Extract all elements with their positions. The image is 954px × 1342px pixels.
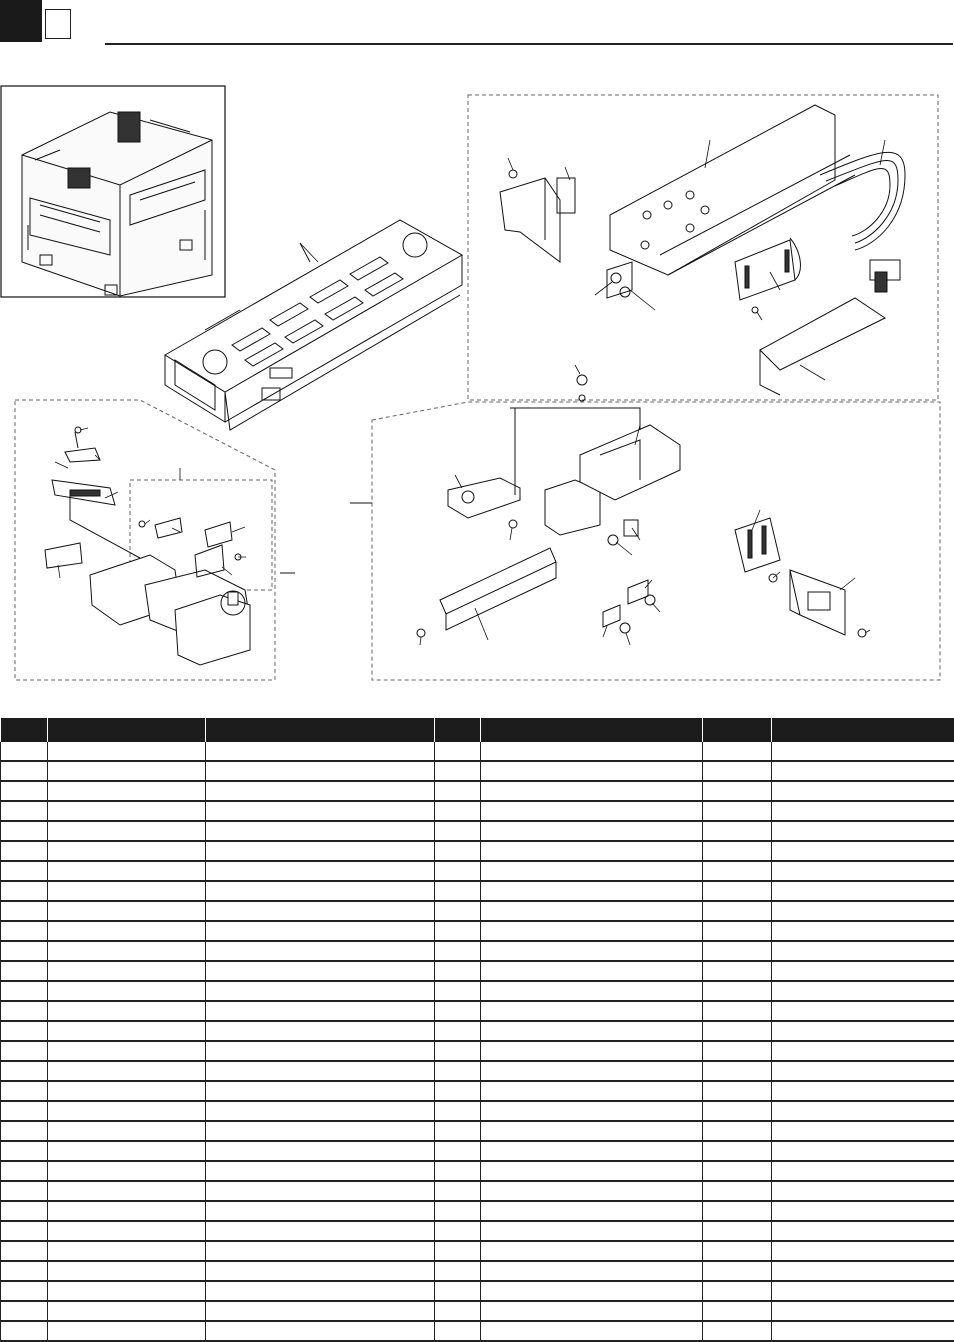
table-cell bbox=[206, 1221, 435, 1241]
table-row bbox=[1, 761, 954, 781]
table-row bbox=[1, 801, 954, 821]
table-row bbox=[1, 1161, 954, 1181]
table-cell bbox=[206, 1121, 435, 1141]
table-cell bbox=[48, 1041, 206, 1061]
table-cell bbox=[1, 1201, 48, 1221]
table-cell bbox=[1, 1081, 48, 1101]
table-cell bbox=[1, 1221, 48, 1241]
table-cell bbox=[481, 961, 703, 981]
table-cell bbox=[435, 1041, 481, 1061]
table-row bbox=[1, 1021, 954, 1041]
table-cell bbox=[206, 1101, 435, 1121]
table-cell bbox=[703, 861, 772, 881]
column-header-no bbox=[1, 718, 48, 742]
table-cell bbox=[48, 941, 206, 961]
table-cell bbox=[48, 961, 206, 981]
table-cell bbox=[48, 1241, 206, 1261]
table-row bbox=[1, 1141, 954, 1161]
table-cell bbox=[435, 1021, 481, 1041]
table-cell bbox=[1, 921, 48, 941]
slider-bracket-group bbox=[372, 375, 940, 680]
table-cell bbox=[206, 1041, 435, 1061]
column-header-remarks bbox=[772, 718, 954, 742]
table-row bbox=[1, 921, 954, 941]
table-cell bbox=[435, 761, 481, 781]
table-cell bbox=[772, 861, 954, 881]
table-cell bbox=[1, 781, 48, 801]
table-cell bbox=[772, 1001, 954, 1021]
table-cell bbox=[772, 961, 954, 981]
column-header-part-number bbox=[48, 718, 206, 742]
table-cell bbox=[772, 1061, 954, 1081]
table-cell bbox=[48, 801, 206, 821]
table-cell bbox=[772, 1221, 954, 1241]
table-cell bbox=[206, 941, 435, 961]
table-cell bbox=[48, 1281, 206, 1301]
table-cell bbox=[703, 742, 772, 761]
table-cell bbox=[48, 1021, 206, 1041]
table-cell bbox=[703, 781, 772, 801]
table-cell bbox=[206, 961, 435, 981]
table-cell bbox=[48, 761, 206, 781]
table-cell bbox=[703, 1201, 772, 1221]
table-cell bbox=[703, 901, 772, 921]
table-cell bbox=[48, 901, 206, 921]
table-cell bbox=[481, 1221, 703, 1241]
column-header-description bbox=[206, 718, 435, 742]
table-row bbox=[1, 841, 954, 861]
table-cell bbox=[206, 801, 435, 821]
table-cell bbox=[206, 921, 435, 941]
table-cell bbox=[435, 1101, 481, 1121]
table-cell bbox=[703, 841, 772, 861]
table-cell bbox=[1, 1121, 48, 1141]
machine-overview-inset bbox=[1, 86, 225, 297]
table-cell bbox=[1, 801, 48, 821]
table-cell bbox=[48, 1301, 206, 1321]
table-cell bbox=[772, 801, 954, 821]
table-cell bbox=[435, 961, 481, 981]
table-cell bbox=[703, 761, 772, 781]
table-cell bbox=[206, 1081, 435, 1101]
column-header-no-2 bbox=[435, 718, 481, 742]
table-cell bbox=[703, 1181, 772, 1201]
table-cell bbox=[1, 1261, 48, 1281]
table-cell bbox=[1, 1141, 48, 1161]
table-cell bbox=[703, 1001, 772, 1021]
table-cell bbox=[206, 881, 435, 901]
table-cell bbox=[481, 781, 703, 801]
table-cell bbox=[435, 1141, 481, 1161]
table-cell bbox=[772, 921, 954, 941]
table-row bbox=[1, 1281, 954, 1301]
table-row bbox=[1, 1061, 954, 1081]
table-cell bbox=[206, 742, 435, 761]
table-cell bbox=[206, 901, 435, 921]
table-cell bbox=[772, 761, 954, 781]
table-cell bbox=[1, 1001, 48, 1021]
table-cell bbox=[772, 1101, 954, 1121]
table-cell bbox=[772, 881, 954, 901]
table-cell bbox=[435, 781, 481, 801]
table-cell bbox=[481, 742, 703, 761]
table-cell bbox=[481, 1321, 703, 1341]
table-cell bbox=[48, 1121, 206, 1141]
table-row bbox=[1, 1001, 954, 1021]
column-header-description-2 bbox=[481, 718, 703, 742]
table-cell bbox=[1, 961, 48, 981]
table-cell bbox=[48, 1141, 206, 1161]
table-cell bbox=[481, 1301, 703, 1321]
table-cell bbox=[1, 1301, 48, 1321]
table-row bbox=[1, 981, 954, 1001]
table-cell bbox=[435, 1221, 481, 1241]
table-cell bbox=[435, 941, 481, 961]
table-cell bbox=[481, 941, 703, 961]
table-cell bbox=[48, 1161, 206, 1181]
table-cell bbox=[206, 861, 435, 881]
table-row bbox=[1, 1121, 954, 1141]
table-cell bbox=[206, 761, 435, 781]
table-cell bbox=[48, 1201, 206, 1221]
table-cell bbox=[703, 1041, 772, 1061]
table-cell bbox=[48, 1181, 206, 1201]
table-cell bbox=[435, 1181, 481, 1201]
table-cell bbox=[435, 742, 481, 761]
table-cell bbox=[435, 921, 481, 941]
table-cell bbox=[703, 821, 772, 841]
table-cell bbox=[435, 901, 481, 921]
table-cell bbox=[772, 1201, 954, 1221]
table-cell bbox=[772, 1141, 954, 1161]
parts-table-body bbox=[1, 742, 954, 1341]
table-cell bbox=[703, 1121, 772, 1141]
table-cell bbox=[772, 1281, 954, 1301]
table-cell bbox=[435, 821, 481, 841]
table-cell bbox=[1, 1041, 48, 1061]
table-cell bbox=[435, 841, 481, 861]
table-cell bbox=[206, 1261, 435, 1281]
table-row bbox=[1, 881, 954, 901]
table-cell bbox=[435, 801, 481, 821]
table-cell bbox=[48, 881, 206, 901]
table-cell bbox=[772, 742, 954, 761]
table-cell bbox=[481, 1141, 703, 1161]
table-cell bbox=[703, 801, 772, 821]
table-cell bbox=[435, 1201, 481, 1221]
table-cell bbox=[481, 1161, 703, 1181]
table-cell bbox=[1, 821, 48, 841]
table-cell bbox=[1, 861, 48, 881]
table-cell bbox=[435, 1241, 481, 1261]
table-cell bbox=[481, 1021, 703, 1041]
table-cell bbox=[206, 1321, 435, 1341]
table-cell bbox=[772, 1081, 954, 1101]
table-cell bbox=[48, 841, 206, 861]
table-cell bbox=[435, 861, 481, 881]
table-cell bbox=[703, 1221, 772, 1241]
table-cell bbox=[481, 1001, 703, 1021]
table-cell bbox=[703, 1301, 772, 1321]
table-cell bbox=[206, 841, 435, 861]
table-row bbox=[1, 901, 954, 921]
table-cell bbox=[703, 1061, 772, 1081]
table-cell bbox=[481, 1121, 703, 1141]
table-row bbox=[1, 1321, 954, 1341]
table-cell bbox=[48, 1101, 206, 1121]
table-cell bbox=[772, 1121, 954, 1141]
table-cell bbox=[772, 781, 954, 801]
table-cell bbox=[48, 1321, 206, 1341]
table-cell bbox=[481, 1261, 703, 1281]
table-row bbox=[1, 1221, 954, 1241]
table-cell bbox=[48, 921, 206, 941]
table-cell bbox=[206, 1281, 435, 1301]
table-cell bbox=[206, 1161, 435, 1181]
table-cell bbox=[703, 1021, 772, 1041]
table-cell bbox=[435, 1001, 481, 1021]
table-cell bbox=[481, 1181, 703, 1201]
table-cell bbox=[48, 742, 206, 761]
table-cell bbox=[481, 1061, 703, 1081]
table-cell bbox=[435, 1061, 481, 1081]
table-cell bbox=[1, 901, 48, 921]
table-cell bbox=[1, 1021, 48, 1041]
table-cell bbox=[703, 961, 772, 981]
table-cell bbox=[206, 1021, 435, 1041]
table-cell bbox=[481, 861, 703, 881]
table-cell bbox=[772, 1261, 954, 1281]
table-header-row bbox=[1, 718, 954, 742]
table-cell bbox=[48, 781, 206, 801]
table-cell bbox=[481, 1101, 703, 1121]
table-cell bbox=[481, 1241, 703, 1261]
table-cell bbox=[481, 1041, 703, 1061]
table-cell bbox=[48, 1061, 206, 1081]
table-row bbox=[1, 1201, 954, 1221]
table-cell bbox=[435, 1281, 481, 1301]
table-cell bbox=[703, 1081, 772, 1101]
table-cell bbox=[1, 841, 48, 861]
table-row bbox=[1, 1301, 954, 1321]
table-cell bbox=[703, 1161, 772, 1181]
table-cell bbox=[48, 1261, 206, 1281]
table-cell bbox=[48, 1001, 206, 1021]
table-row bbox=[1, 821, 954, 841]
table-cell bbox=[206, 1301, 435, 1321]
table-cell bbox=[1, 1281, 48, 1301]
table-cell bbox=[206, 781, 435, 801]
table-cell bbox=[1, 1321, 48, 1341]
table-cell bbox=[48, 1221, 206, 1241]
table-cell bbox=[1, 1061, 48, 1081]
table-cell bbox=[48, 861, 206, 881]
table-row bbox=[1, 1101, 954, 1121]
table-cell bbox=[772, 1181, 954, 1201]
table-cell bbox=[1, 742, 48, 761]
table-cell bbox=[772, 1021, 954, 1041]
table-cell bbox=[48, 981, 206, 1001]
table-row bbox=[1, 1081, 954, 1101]
table-cell bbox=[481, 761, 703, 781]
table-cell bbox=[206, 1001, 435, 1021]
table-cell bbox=[772, 1161, 954, 1181]
table-row bbox=[1, 1261, 954, 1281]
table-cell bbox=[772, 821, 954, 841]
table-cell bbox=[435, 881, 481, 901]
table-cell bbox=[206, 1141, 435, 1161]
table-cell bbox=[772, 1041, 954, 1061]
table-cell bbox=[1, 1101, 48, 1121]
table-cell bbox=[1, 761, 48, 781]
table-cell bbox=[206, 1061, 435, 1081]
table-cell bbox=[206, 1201, 435, 1221]
table-cell bbox=[206, 1241, 435, 1261]
table-cell bbox=[481, 801, 703, 821]
table-cell bbox=[435, 1261, 481, 1281]
parts-list-table bbox=[0, 718, 954, 1342]
table-cell bbox=[703, 1141, 772, 1161]
head-unit-group bbox=[15, 400, 372, 680]
table-cell bbox=[481, 821, 703, 841]
table-cell bbox=[703, 921, 772, 941]
table-cell bbox=[435, 1161, 481, 1181]
table-cell bbox=[703, 881, 772, 901]
column-header-qty bbox=[703, 718, 772, 742]
table-cell bbox=[206, 981, 435, 1001]
table-cell bbox=[481, 841, 703, 861]
table-cell bbox=[1, 1241, 48, 1261]
table-cell bbox=[772, 901, 954, 921]
table-cell bbox=[481, 921, 703, 941]
table-cell bbox=[435, 1121, 481, 1141]
table-row bbox=[1, 742, 954, 761]
table-cell bbox=[435, 1081, 481, 1101]
table-cell bbox=[481, 901, 703, 921]
table-cell bbox=[772, 941, 954, 961]
table-cell bbox=[703, 1321, 772, 1341]
table-cell bbox=[481, 981, 703, 1001]
table-cell bbox=[703, 1241, 772, 1261]
carriage-rail-group bbox=[468, 95, 938, 400]
table-row bbox=[1, 861, 954, 881]
table-cell bbox=[48, 1081, 206, 1101]
table-row bbox=[1, 1241, 954, 1261]
table-cell bbox=[1, 981, 48, 1001]
table-cell bbox=[1, 941, 48, 961]
table-cell bbox=[772, 841, 954, 861]
table-cell bbox=[481, 1281, 703, 1301]
table-row bbox=[1, 961, 954, 981]
table-row bbox=[1, 781, 954, 801]
table-cell bbox=[703, 1261, 772, 1281]
table-row bbox=[1, 941, 954, 961]
table-cell bbox=[481, 1201, 703, 1221]
table-cell bbox=[48, 821, 206, 841]
table-cell bbox=[435, 1301, 481, 1321]
table-cell bbox=[772, 981, 954, 1001]
table-cell bbox=[1, 1161, 48, 1181]
table-cell bbox=[1, 1181, 48, 1201]
table-cell bbox=[206, 1181, 435, 1201]
table-row bbox=[1, 1041, 954, 1061]
table-cell bbox=[481, 881, 703, 901]
table-cell bbox=[1, 881, 48, 901]
table-cell bbox=[481, 1081, 703, 1101]
table-cell bbox=[435, 1321, 481, 1341]
table-cell bbox=[772, 1321, 954, 1341]
table-cell bbox=[435, 981, 481, 1001]
table-cell bbox=[772, 1301, 954, 1321]
table-cell bbox=[703, 981, 772, 1001]
table-row bbox=[1, 1181, 954, 1201]
table-cell bbox=[206, 821, 435, 841]
table-cell bbox=[703, 1101, 772, 1121]
table-cell bbox=[703, 1281, 772, 1301]
table-cell bbox=[703, 941, 772, 961]
table-cell bbox=[772, 1241, 954, 1261]
